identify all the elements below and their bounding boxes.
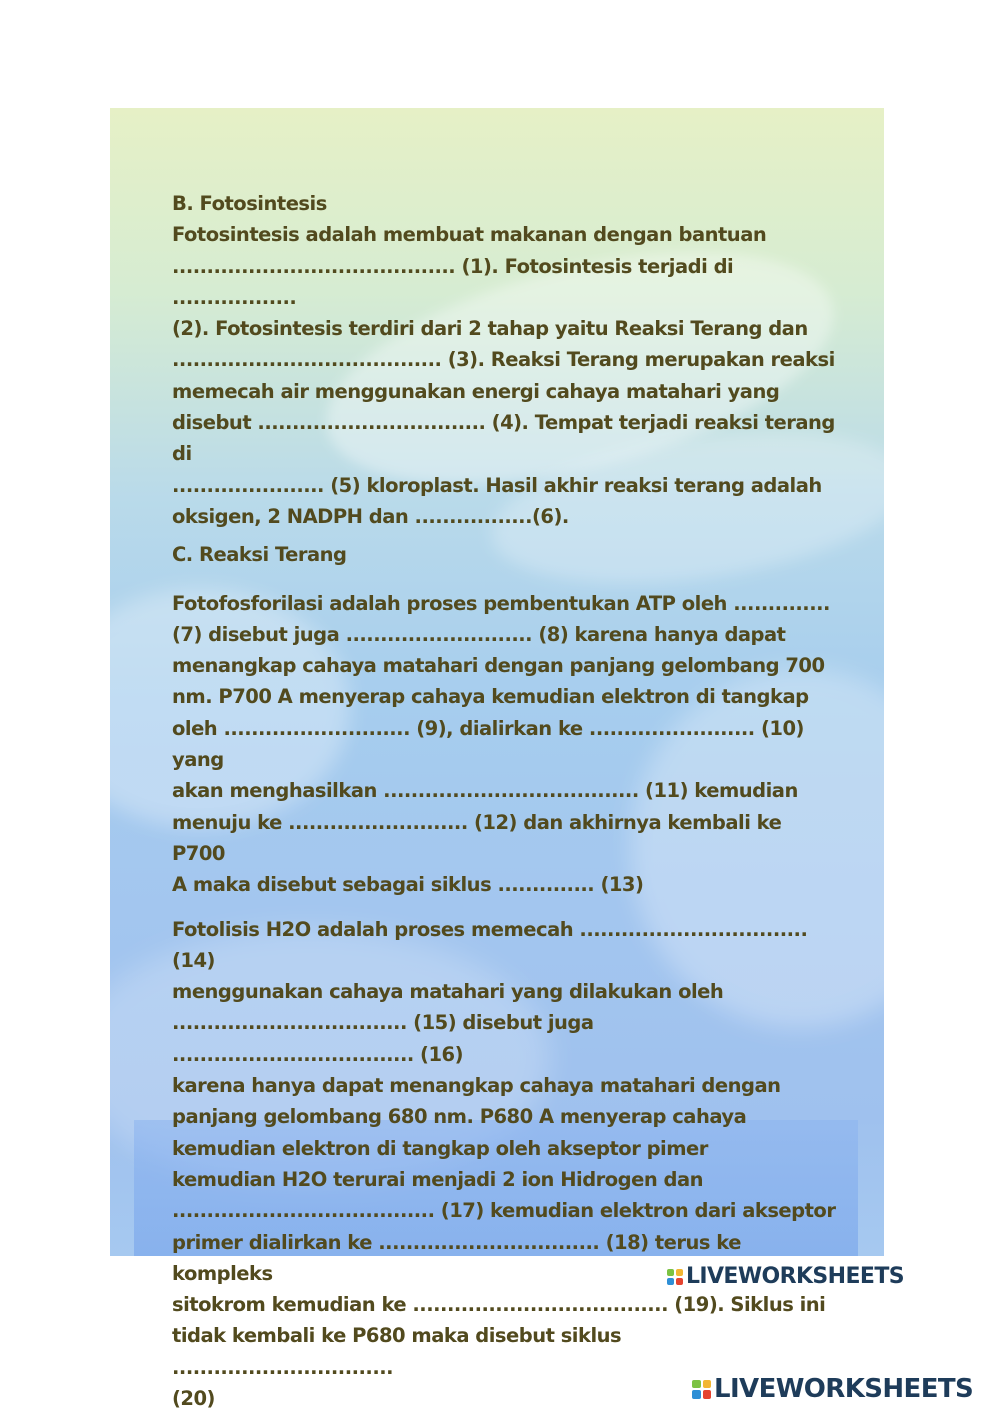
- text-line: (20): [172, 1386, 215, 1410]
- text-line: akan menghasilkan ..................................... (11) kemudian: [172, 779, 798, 803]
- worksheet-text: [172, 188, 838, 1414]
- text-line: oksigen, 2 NADPH dan .................(6).: [172, 504, 569, 528]
- text-line: Fotolisis H2O adalah proses memecah ................................. (14): [172, 917, 808, 972]
- liveworksheets-logo-icon: [667, 1269, 683, 1285]
- text-line: memecah air menggunakan energi cahaya matahari yang: [172, 379, 780, 403]
- text-line: oleh ........................... (9), dialirkan ke ........................ (10) yang: [172, 716, 804, 772]
- text-line: ...................... (5) kloroplast. Hasil akhir reaksi terang adalah: [172, 473, 822, 497]
- liveworksheets-footer-logo: [692, 1374, 973, 1404]
- text-line: menuju ke .......................... (12) dan akhirnya kembali ke P700: [172, 810, 782, 865]
- text-line: A maka disebut sebagai siklus .............. (13): [172, 873, 644, 897]
- text-line: tidak kembali ke P680 maka disebut siklus ................................: [172, 1324, 622, 1379]
- text-line: (2). Fotosintesis terdiri dari 2 tahap yaitu Reaksi Terang dan: [172, 317, 808, 341]
- text-line: kemudian H2O terurai menjadi 2 ion Hidrogen dan: [172, 1167, 704, 1191]
- heading-fotosintesis: B. Fotosintesis: [172, 192, 327, 215]
- text-line: menangkap cahaya matahari dengan panjang gelombang 700: [172, 654, 825, 678]
- text-line: .................................. (15) disebut juga ................................... (16): [172, 1011, 594, 1066]
- text-line: Fotosintesis adalah membuat makanan dengan bantuan: [172, 223, 767, 247]
- text-line: disebut ................................. (4). Tempat terjadi reaksi terang di: [172, 411, 835, 466]
- text-line: ....................................... (3). Reaksi Terang merupakan reaksi: [172, 348, 835, 372]
- text-line: primer dialirkan ke ................................ (18) terus ke kompleks: [172, 1230, 741, 1285]
- heading-reaksi-terang: C. Reaksi Terang: [172, 543, 347, 567]
- text-line: ......................................... (1). Fotosintesis terjadi di ..................: [172, 254, 734, 309]
- liveworksheets-footer-logo-text: LIVEWORKSHEETS: [714, 1374, 974, 1404]
- text-line: ...................................... (17) kemudian elektron dari akseptor: [172, 1199, 836, 1223]
- text-line: Fotofosforilasi adalah proses pembentukan ATP oleh ..............: [172, 591, 830, 615]
- text-line: karena hanya dapat menangkap cahaya matahari dengan: [172, 1074, 781, 1098]
- liveworksheets-logo: [667, 1264, 904, 1289]
- liveworksheets-logo-icon: [692, 1380, 711, 1399]
- text-line: sitokrom kemudian ke ..................................... (19). Siklus ini: [172, 1293, 826, 1317]
- text-line: kemudian elektron di tangkap oleh akseptor pimer: [172, 1136, 708, 1160]
- text-line: (7) disebut juga ........................... (8) karena hanya dapat: [172, 622, 786, 646]
- text-line: panjang gelombang 680 nm. P680 A menyerap cahaya: [172, 1105, 747, 1129]
- text-line: nm. P700 A menyerap cahaya kemudian elektron di tangkap: [172, 685, 809, 709]
- liveworksheets-logo-text: LIVEWORKSHEETS: [686, 1264, 904, 1289]
- text-line: menggunakan cahaya matahari yang dilakukan oleh: [172, 980, 724, 1004]
